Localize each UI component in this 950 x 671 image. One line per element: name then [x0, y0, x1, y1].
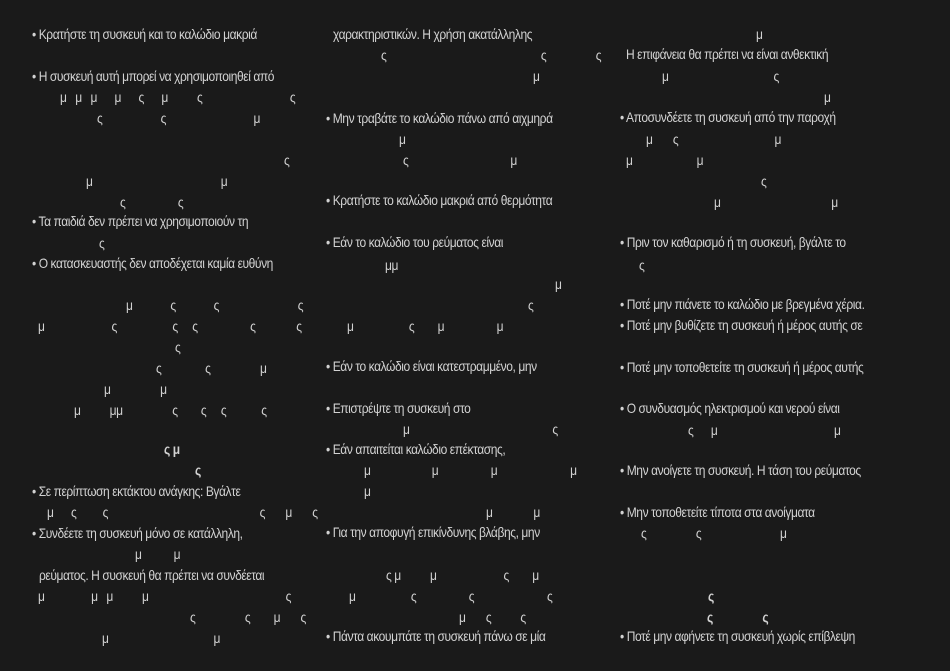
text-line: μ — [533, 68, 540, 84]
text-line: ς ς — [707, 609, 769, 625]
text-line: ς ς ς — [381, 47, 602, 63]
text-line: μ μ — [714, 194, 838, 210]
text-line: μ ς — [662, 68, 779, 84]
text-line: ς — [175, 339, 181, 355]
text-line: ς — [99, 235, 105, 251]
text-line: ς — [708, 588, 714, 604]
text-line: • Πριν τον καθαρισμό ή τη συσκευή, βγάλτε το — [620, 234, 846, 250]
text-line: • Ποτέ μην πιάνετε το καλώδιο με βρεγμένα χέρια. — [620, 296, 865, 312]
text-line: ς μ — [403, 152, 517, 168]
text-line: ς μ μ — [688, 422, 841, 438]
text-line: μ — [364, 483, 371, 499]
text-line: • Εάν το καλώδιο είναι κατεστραμμένο, μην — [326, 358, 537, 374]
text-line: ς — [284, 152, 290, 168]
text-line: μ ς ς ς ς ς — [38, 318, 302, 334]
text-line: ς ς — [120, 194, 184, 210]
text-line: μ — [555, 276, 562, 292]
text-line: ς — [195, 462, 201, 478]
text-line: χαρακτηριστικών. Η χρήση ακατάλληλης — [333, 26, 533, 42]
right-column — [610, 0, 950, 671]
text-line: μ μμ ς ς ς ς — [74, 402, 267, 418]
text-line: • Ο συνδυασμός ηλεκτρισμού και νερού είναι — [620, 400, 840, 416]
text-line: μ μ — [135, 546, 181, 562]
text-line: • Σε περίπτωση εκτάκτου ανάγκης: Βγάλτε — [32, 483, 241, 499]
text-line: • Τα παιδιά δεν πρέπει να χρησιμοποιούν τη — [32, 213, 249, 229]
text-line: ς ς μ — [641, 525, 787, 541]
text-line: • Συνδέετε τη συσκευή μόνο σε κατάλληλη, — [32, 525, 243, 541]
text-line: • Ο κατασκευαστής δεν αποδέχεται καμία ευθύνη — [32, 255, 273, 271]
text-line: μ — [756, 26, 763, 42]
text-line: • Για την αποφυγή επικίνδυνης βλάβης, μην — [326, 524, 540, 540]
text-line: • Κρατήστε το καλώδιο μακριά από θερμότητα — [326, 192, 553, 208]
text-line: μ μ — [486, 504, 540, 520]
text-line: ς — [528, 297, 534, 313]
text-line: • Εάν απαιτείται καλώδιο επέκτασης, — [326, 441, 506, 457]
text-line: ρεύματος. Η συσκευή θα πρέπει να συνδέεται — [39, 567, 265, 583]
text-line: ς — [639, 257, 645, 273]
text-line: • Ποτέ μην αφήνετε τη συσκευή χωρίς επίβλεψη — [620, 628, 855, 644]
left-column — [0, 0, 318, 671]
text-line: μ μ — [86, 173, 228, 189]
text-line: μ ς ς ς — [349, 588, 553, 604]
text-line: μ μ μ μ ς — [38, 588, 291, 604]
text-line: • Αποσυνδέετε τη συσκευή από την παροχή — [620, 109, 836, 125]
text-line: • Επιστρέψτε τη συσκευή στο — [326, 400, 471, 416]
text-line: • Πάντα ακουμπάτε τη συσκευή πάνω σε μία — [326, 628, 546, 644]
text-line: • Ποτέ μην τοποθετείτε τη συσκευή ή μέρος αυτής — [620, 359, 864, 375]
text-line: • Ποτέ μην βυθίζετε τη συσκευή ή μέρος αυτής σε — [620, 317, 863, 333]
text-line: μμ — [385, 257, 399, 273]
text-line: • Η συσκευή αυτή μπορεί να χρησιμοποιηθεί από — [32, 68, 275, 84]
text-line: ς μ μ ς μ — [386, 567, 539, 583]
text-line: ς ς μ ς — [190, 609, 306, 625]
text-line: μ ς μ μ — [347, 318, 504, 334]
text-line: μ — [399, 131, 406, 147]
text-line: μ μ μ μ ς μ ς ς — [60, 89, 296, 105]
text-line: • Εάν το καλώδιο του ρεύματος είναι — [326, 234, 504, 250]
text-line: • Μην ανοίγετε τη συσκευή. Η τάση του ρεύματος — [620, 462, 861, 478]
text-line: μ ς ς ς μ ς — [47, 504, 318, 520]
text-line: μ ς μ — [646, 131, 781, 147]
text-line: ς ς μ — [156, 360, 267, 376]
text-line: μ ς ς ς — [126, 297, 304, 313]
text-line: Η επιφάνεια θα πρέπει να είναι ανθεκτική — [626, 46, 829, 62]
text-line: ς — [761, 173, 767, 189]
text-line: μ — [824, 89, 831, 105]
text-line: • Μην τραβάτε το καλώδιο πάνω από αιχμηρά — [326, 110, 553, 126]
text-line: μ μ — [626, 152, 704, 168]
text-line: μ μ μ μ — [364, 462, 577, 478]
middle-column — [310, 0, 610, 671]
text-line: • Κρατήστε τη συσκευή και το καλώδιο μακριά — [32, 26, 257, 42]
text-line: μ μ — [104, 381, 167, 397]
text-line: ς μ — [164, 441, 180, 457]
text-line: μ ς ς — [459, 609, 526, 625]
text-line: μ ς — [403, 421, 558, 437]
text-line: ς ς μ — [97, 110, 261, 126]
text-line: μ μ — [102, 630, 220, 646]
text-line: • Μην τοποθετείτε τίποτα στα ανοίγματα — [620, 504, 815, 520]
